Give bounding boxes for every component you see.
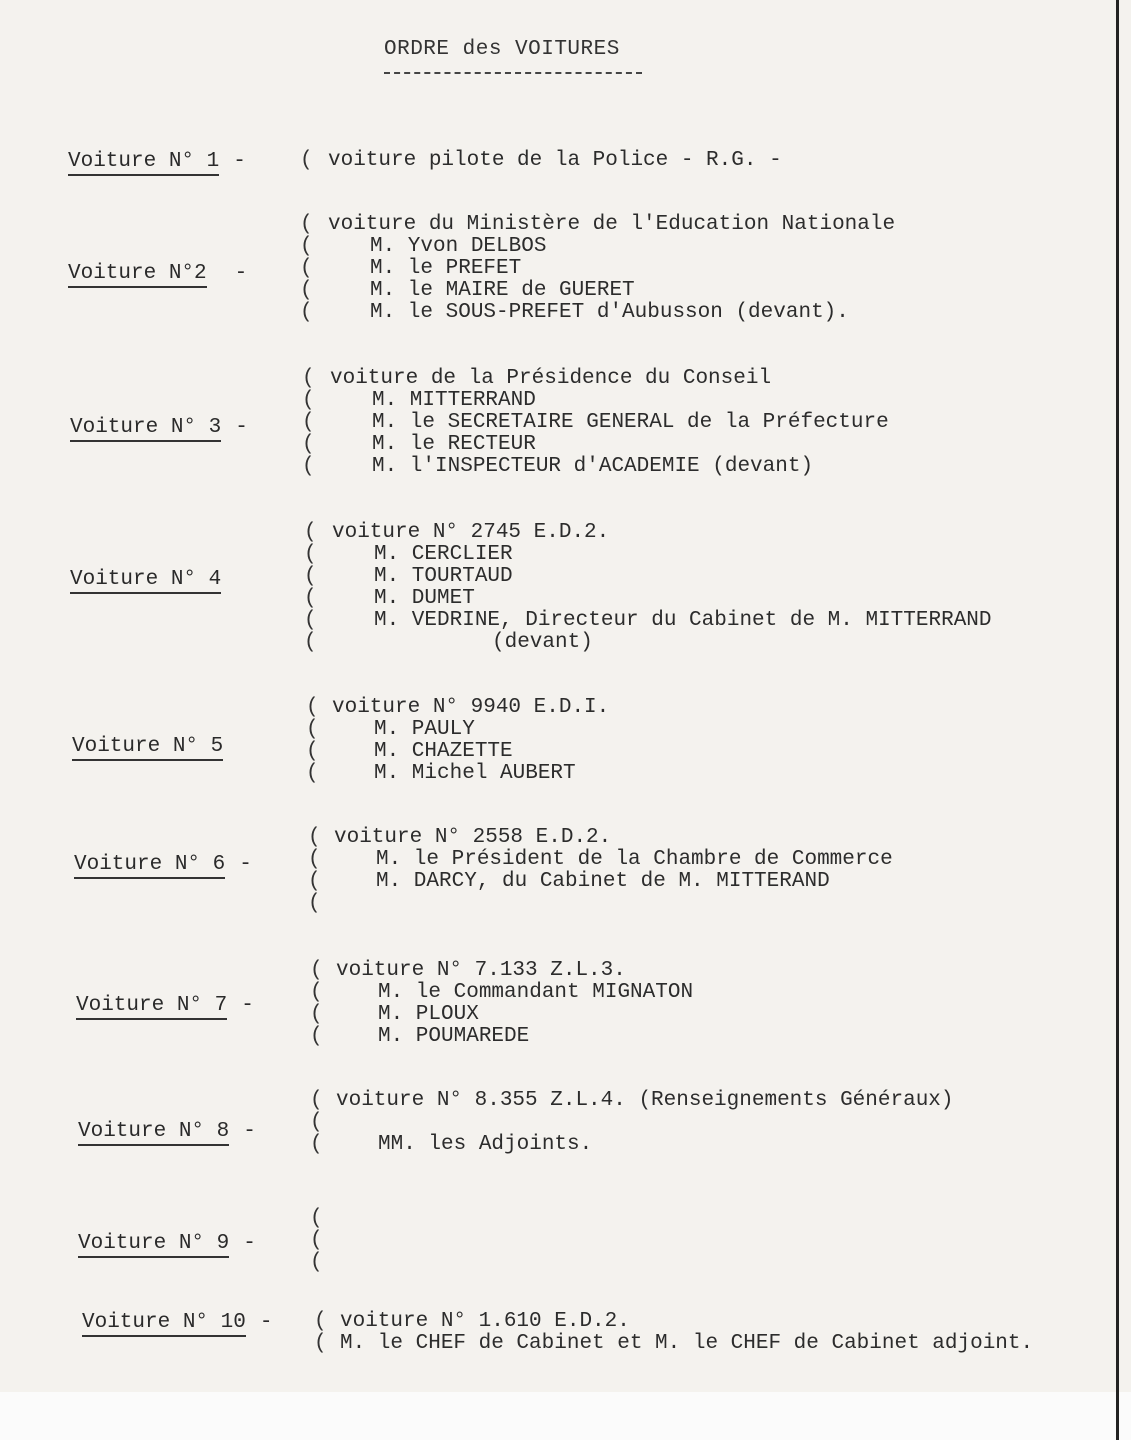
entry-line: (devant) [492,631,593,654]
entry-label-text: Voiture N° 4 [70,568,221,594]
entry-text-2 [328,214,895,324]
brace: ( [300,149,313,172]
entry-text-3 [330,368,889,478]
entry-line: M. le CHEF de Cabinet et M. le CHEF de Cabinet adjoint. [340,1332,1034,1355]
entry-line: M. le SECRETAIRE GENERAL de la Préfecture [372,411,889,434]
entry-line: M. le MAIRE de GUERET [370,279,635,302]
entry-line: M. le RECTEUR [372,433,536,456]
entry-text-8 [336,1090,954,1156]
entry-line: M. le PREFET [370,257,522,280]
entry-label-text: Voiture N° 5 [72,735,223,761]
entry-text-4 [332,522,992,654]
entry-label-8 [78,1120,256,1143]
entry-line: M. MITTERRAND [372,389,536,412]
entry-label-10 [82,1311,272,1334]
scan-bottom-margin [0,1392,1131,1440]
entry-line: voiture N° 7.133 Z.L.3. [336,959,626,982]
brace: ( ( ( ( ( [302,367,315,478]
entry-line: M. l'INSPECTEUR d'ACADEMIE (devant) [372,455,814,478]
entry-line: voiture N° 2558 E.D.2. [334,826,612,849]
entry-line: M. PLOUX [378,1003,479,1026]
brace: ( ( ( [310,1207,323,1274]
entry-text-5 [332,697,609,785]
entry-line: M. CHAZETTE [374,740,513,763]
entry-line: voiture N° 1.610 E.D.2. [340,1310,630,1333]
entry-label-text: Voiture N° 10 [82,1311,246,1337]
entry-line: M. CERCLIER [374,543,513,566]
entry-line: voiture N° 9940 E.D.I. [332,696,610,719]
entry-text-6 [334,827,893,893]
entry-text-1 [328,150,782,172]
entry-line: M. POUMAREDE [378,1025,530,1048]
entry-text-10 [340,1311,1033,1355]
brace: ( ( ( ( [306,696,319,785]
entry-label-text: Voiture N° 6 [74,853,225,879]
entry-label-text: Voiture N° 1 [68,150,219,176]
entry-label-2 [68,262,247,285]
entry-line: M. le SOUS-PREFET d'Aubusson (devant). [370,301,849,324]
entry-line: M. VEDRINE, Directeur du Cabinet de M. MITTERRAND [374,609,992,632]
entry-label-9 [78,1232,256,1255]
entry-text-7 [336,960,693,1048]
entry-dash: - [259,1311,273,1334]
entry-label-text: Voiture N°2 [68,262,207,288]
entry-dash: - [234,262,248,285]
entry-label-text: Voiture N° 9 [78,1232,229,1258]
entry-dash: - [239,853,252,876]
brace: ( ( ( [310,1089,323,1156]
entry-line: M. le Commandant MIGNATON [378,981,694,1004]
entry-label-5 [72,735,237,758]
brace: ( ( ( ( [308,826,321,915]
entry-line: M. DARCY, du Cabinet de M. MITTERAND [376,870,830,893]
entry-line: M. le Président de la Chambre de Commerce [376,848,893,871]
entry-line: voiture N° 8.355 Z.L.4. (Renseignements Généraux) [336,1089,954,1112]
entry-label-text: Voiture N° 7 [76,994,227,1020]
brace: ( ( ( ( ( [300,213,313,324]
entry-line: M. TOURTAUD [374,565,513,588]
entry-line: voiture pilote de la Police - R.G. - [328,149,782,172]
brace: ( ( ( ( [310,959,323,1048]
entry-dash: - [243,1232,256,1255]
entry-dash: - [243,1120,256,1143]
entry-label-6 [74,853,252,876]
brace: ( ( [314,1310,327,1355]
entry-label-1 [68,150,246,173]
entry-line: M. Michel AUBERT [374,762,576,785]
document-title: ORDRE des VOITURES [384,38,620,61]
entry-dash: - [241,994,254,1017]
entry-line: voiture N° 2745 E.D.2. [332,521,610,544]
entry-line: voiture du Ministère de l'Education Nationale [328,213,896,236]
entry-line: voiture de la Présidence du Conseil [330,367,772,390]
entry-label-text: Voiture N° 3 [70,416,221,442]
scan-right-edge [1116,0,1119,1440]
brace: ( ( ( ( ( ( [304,521,317,654]
entry-label-4 [70,568,235,591]
entry-label-3 [70,416,248,439]
entry-line [336,1112,954,1134]
entry-line: M. PAULY [374,718,475,741]
entry-dash: - [233,150,246,173]
entry-line: M. DUMET [374,587,475,610]
entry-line: M. Yvon DELBOS [370,235,547,258]
entry-dash: - [235,416,248,439]
title-underline [384,72,642,74]
entry-label-7 [76,994,254,1017]
entry-line: MM. les Adjoints. [378,1133,593,1156]
entry-label-text: Voiture N° 8 [78,1120,229,1146]
